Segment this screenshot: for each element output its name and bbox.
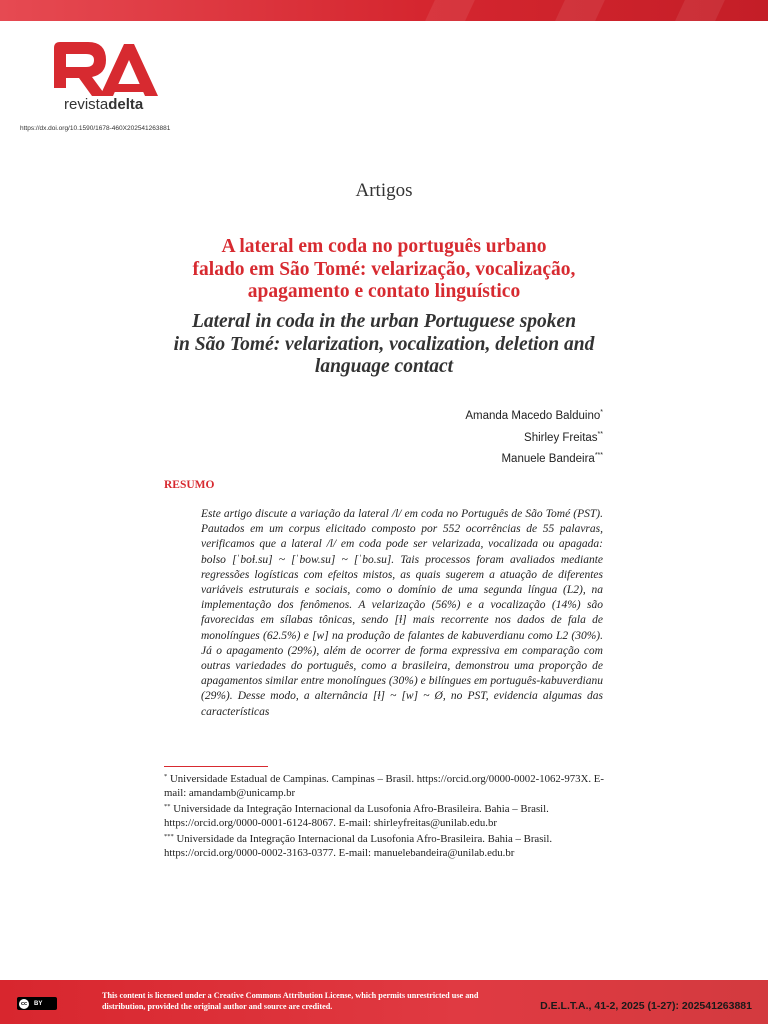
footnote-mark: *: [164, 773, 168, 780]
title-en-line: in São Tomé: velarization, vocalization, deletion and: [173, 333, 595, 355]
banner-stripe: [555, 0, 605, 21]
doi-link[interactable]: https://dx.doi.org/10.1590/1678-460X202541263881: [20, 125, 171, 132]
cc-icon: cc: [20, 1000, 28, 1007]
wordmark-suffix: delta: [108, 96, 144, 113]
banner-stripe: [425, 0, 475, 21]
footnotes: [164, 770, 604, 860]
author-mark: ***: [594, 452, 603, 459]
author: [465, 426, 603, 448]
footnote-mark: **: [164, 803, 171, 810]
author: [465, 404, 603, 426]
author-mark: **: [597, 430, 603, 438]
footnote-mark: ***: [164, 833, 174, 840]
title-pt-line: falado em São Tomé: velarização, vocalização,: [192, 258, 576, 280]
author-name: Manuele Bandeira: [501, 453, 595, 465]
author-name: Shirley Freitas: [524, 431, 598, 444]
footnote-text: Universidade da Integração Internacional da Lusofonia Afro-Brasileira. Bahia – Brasil. https://orcid.org/0000-0001-6124-8067. E-mail: shirleyfreitas@unilab.edu.br: [164, 803, 549, 829]
license-text: This content is licensed under a Creative Commons Attribution License, which permits unrestricted use and distribution, provided the original author and source are credited.: [102, 991, 479, 1011]
cc-by-label: BY: [34, 1000, 43, 1007]
title-en-line: language contact: [314, 356, 454, 377]
abstract-heading: RESUMO: [164, 479, 215, 491]
title-pt-line: A lateral em coda no português urbano: [221, 236, 547, 257]
top-banner: [0, 0, 768, 21]
author: [465, 447, 603, 469]
footnote: [164, 830, 604, 860]
author-list: [465, 404, 603, 469]
cc-license-badge[interactable]: [17, 997, 57, 1010]
title-english: [120, 311, 648, 379]
footnote-text: Universidade da Integração Internacional da Lusofonia Afro-Brasileira. Bahia – Brasil. https://orcid.org/0000-0002-3163-0377. E-mail: manuelebandeira@unilab.edu.br: [164, 833, 553, 859]
journal-wordmark: [64, 96, 143, 113]
footnote-text: Universidade Estadual de Campinas. Campinas – Brasil. https://orcid.org/0000-0002-1062-973X. E-mail: amandamb@unicamp.br: [164, 773, 604, 799]
abstract-text: Este artigo discute a variação da lateral /l/ em coda no Português de São Tomé (PST). Pautados em um corpus elicitado composto por 552 ocorrências de 55 palavras, verificamos que a lateral /l/ em coda pode ser velarizada, vocalizada ou apagada: bolso [ˈboɫ.su] ~ [ˈbow.su] ~ [ˈbo.su]. Tais processos foram avaliados mediante regressões logísticas com efeitos mistos, as quais sugerem a atuação de diferentes variáveis estruturais e sociais, como o domínio de uma segunda língua (L2), na implementação dos fenômenos. A velarização (56%) e a vocalização (14%) são favorecidas em sílabas tônicas, sendo [ɫ] mais recorrente nos dados de fala de monolíngues (62.5%) e [w] na produção de falantes de kabuverdianu como L2 (30%). Já o apagamento (29%), além de ocorrer de forma expressiva em comparação com outras variedades do português, como a brasileira, demonstrou uma proporção de apagamentos similar entre monolíngues (30%) e bilíngues em português-kabuverdianu (29%). Desse modo, a alternância [ɫ] ~ [w] ~ Ø, no PST, evidencia algumas das características: [201, 508, 603, 718]
wordmark-prefix: revista: [64, 96, 109, 113]
title-pt-line: apagamento e contato linguístico: [247, 281, 521, 302]
title-portuguese: [120, 236, 648, 304]
footnote: [164, 800, 604, 830]
author-mark: *: [600, 409, 603, 416]
author-name: Amanda Macedo Balduino: [465, 410, 601, 422]
footnote: [164, 770, 604, 800]
title-en-line: Lateral in coda in the urban Portuguese spoken: [191, 311, 577, 332]
footnote-divider: [164, 766, 268, 767]
section-label: Artigos: [355, 180, 413, 201]
banner-stripe: [675, 0, 725, 21]
citation-text: D.E.L.T.A., 41-2, 2025 (1-27): 202541263881: [540, 1000, 752, 1012]
